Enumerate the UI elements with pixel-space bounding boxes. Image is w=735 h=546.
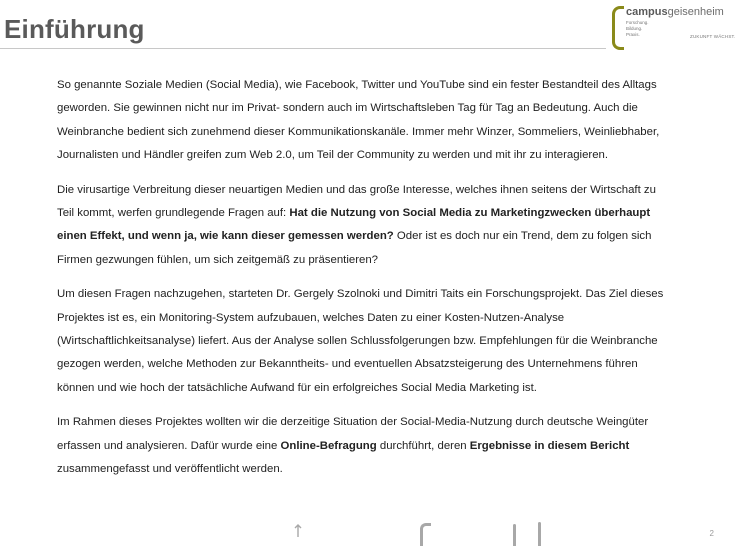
emphasis-results: Ergebnisse in diesem Bericht — [469, 439, 630, 452]
body-paragraph — [57, 179, 667, 273]
text-run: So genannte Soziale Medien (Social Media), wie Facebook, Twitter und YouTube sind ein fester Bestandteil des Alltags geworden. Sie gewinnen nicht nur im Privat- sondern auch im Wirtschaftsleben Tag für Tag an Bedeutung. Auch die Weinbranche bedient sich zunehmend dieser Kommunikationskanäle. Immer mehr Winzer, Sommeliers, Weinliebhaber, Journalisten und Händler greifen zum Web 2.0, um Teil der Community zu werden und mit ihr zu interagieren. — [57, 79, 660, 162]
emphasis-online-survey: Online-Befragung — [280, 439, 377, 452]
decorative-bar-icon — [513, 524, 516, 546]
text-run: Oder ist es doch nur ein Trend, dem zu folgen sich Firmen gezwungen fühlen, um sich zeitgemäß zu präsentieren? — [57, 230, 652, 266]
logo-tagline — [626, 20, 649, 38]
logo-brand-bold: campus — [626, 6, 668, 18]
body-paragraph — [57, 74, 667, 168]
logo-tagline-line: Praxis. — [626, 32, 640, 37]
slide-title: Einführung — [4, 14, 145, 44]
text-run: Die virusartige Verbreitung dieser neuartigen Medien und das große Interesse, welches ihnen seitens der Wirtschaft zu Teil kommt, werfen grundlegende Fragen auf: — [57, 183, 656, 220]
logo-tagline-line: Forschung. — [626, 20, 649, 25]
text-run: zusammengefasst und veröffentlicht werden. — [57, 463, 283, 476]
page-number: 2 — [709, 529, 714, 538]
text-run: Um diesen Fragen nachzugehen, starteten Dr. Gergely Szolnoki und Dimitri Taits ein Forschungsprojekt. Das Ziel dieses Projektes ist es, ein Monitoring-System aufzubauen, welches Daten zu einer Kosten-Nutzen-Analyse (Wirtschaftlichkeitsanalyse) liefert. Aus der Analyse sollen Schlussfolgerungen bzw. Empfehlungen für die Weinbranche gezogen werden, welche Methoden zur Bekanntheits- und eventuellen Absatzsteigerung des Unternehmens führen können und wie hoch der tatsächliche Aufwand für ein erfolgreiches Social Media Marketing ist. — [57, 288, 664, 394]
body-paragraph — [57, 283, 667, 400]
body-paragraph — [57, 411, 667, 481]
slide-body — [57, 74, 667, 493]
logo-brand — [626, 6, 724, 18]
text-run: Im Rahmen dieses Projektes wollten wir die derzeitige Situation der Social-Media-Nutzung durch deutsche Weingüter erfassen und analysieren. Dafür wurde eine — [57, 416, 649, 452]
arrow-up-icon — [293, 524, 303, 538]
text-run: durchführt, deren — [376, 439, 470, 452]
title-divider — [0, 48, 606, 49]
logo-motto: ZUKUNFT WÄCHST. — [690, 34, 735, 39]
logo-bracket-icon — [612, 6, 624, 50]
campus-geisenheim-logo — [610, 4, 735, 46]
logo-brand-regular: geisenheim — [667, 6, 724, 18]
logo-tagline-line: Bildung. — [626, 26, 643, 31]
emphasis-question: Hat die Nutzung von Social Media zu Marketingzwecken überhaupt einen Effekt, und wenn ja, wie kann dieser gemessen werden? — [57, 207, 651, 243]
decorative-bar-icon — [538, 522, 541, 546]
decorative-bracket-icon — [420, 523, 431, 546]
